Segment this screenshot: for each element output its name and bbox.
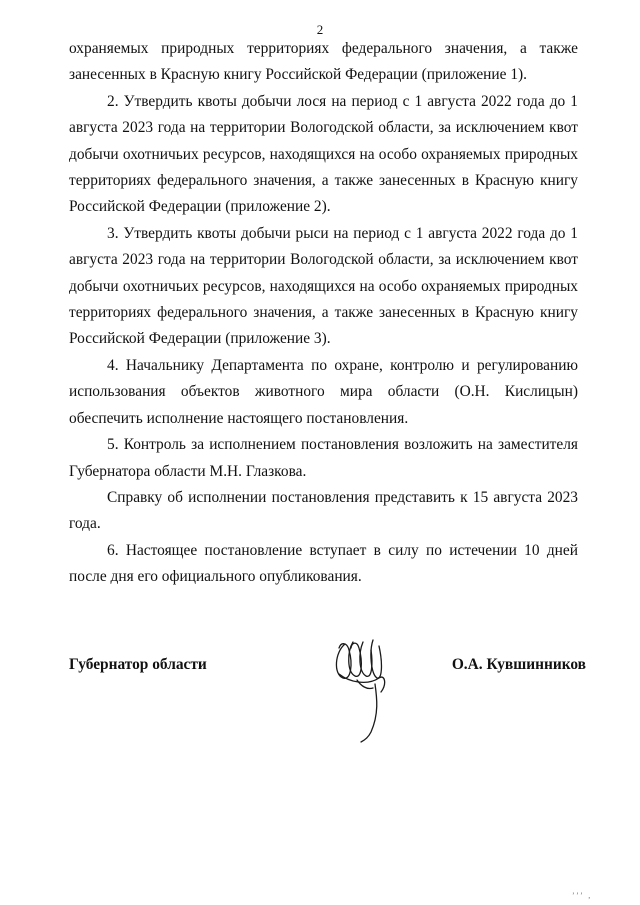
signatory-name: О.А. Кувшинников	[451, 656, 586, 673]
paragraph-item-4: 4. Начальнику Департамента по охране, контролю и регулированию использования объектов животного мира области (О.Н. Кислицын) обеспечить исполнение настоящего постановления.	[69, 356, 578, 427]
paragraph-item-5: 5. Контроль за исполнением постановления возложить на заместителя Губернатора области М.Н. Глазкова.	[69, 436, 578, 480]
paragraph-report: Справку об исполнении постановления представить к 15 августа 2023 года.	[69, 488, 578, 533]
page-number: 2	[316, 22, 324, 37]
corner-marks: ’’’ ,	[572, 891, 593, 900]
paragraph-item-3: 3. Утвердить квоты добычи рыси на период с 1 августа 2022 года до 1 августа 2023 года на территории Вологодской области, за исключением квот добычи охотничьих ресурсов, находящихся на особо охраняемых природных территориях федерального значения, а также занесенных в Красную книгу Российской Федерации (приложение 3).	[69, 224, 578, 348]
paragraph-item-2: 2. Утвердить квоты добычи лося на период с 1 августа 2022 года до 1 августа 2023 года на территории Вологодской области, за исключением квот добычи охотничьих ресурсов, находящихся на особо охраняемых природных территориях федерального значения, а также занесенных в Красную книгу Российской Федерации (приложение 2).	[69, 92, 578, 216]
signatory-title: Губернатор области	[69, 656, 207, 673]
signature-block	[69, 652, 586, 752]
document-body	[69, 36, 578, 591]
paragraph-item-6: 6. Настоящее постановление вступает в силу по истечении 10 дней после дня его официального опубликования.	[69, 541, 578, 586]
paragraph-continuation: охраняемых природных территориях федерального значения, а также занесенных в Красную книгу Российской Федерации (приложение 1).	[69, 40, 578, 84]
handwritten-signature	[331, 634, 395, 744]
